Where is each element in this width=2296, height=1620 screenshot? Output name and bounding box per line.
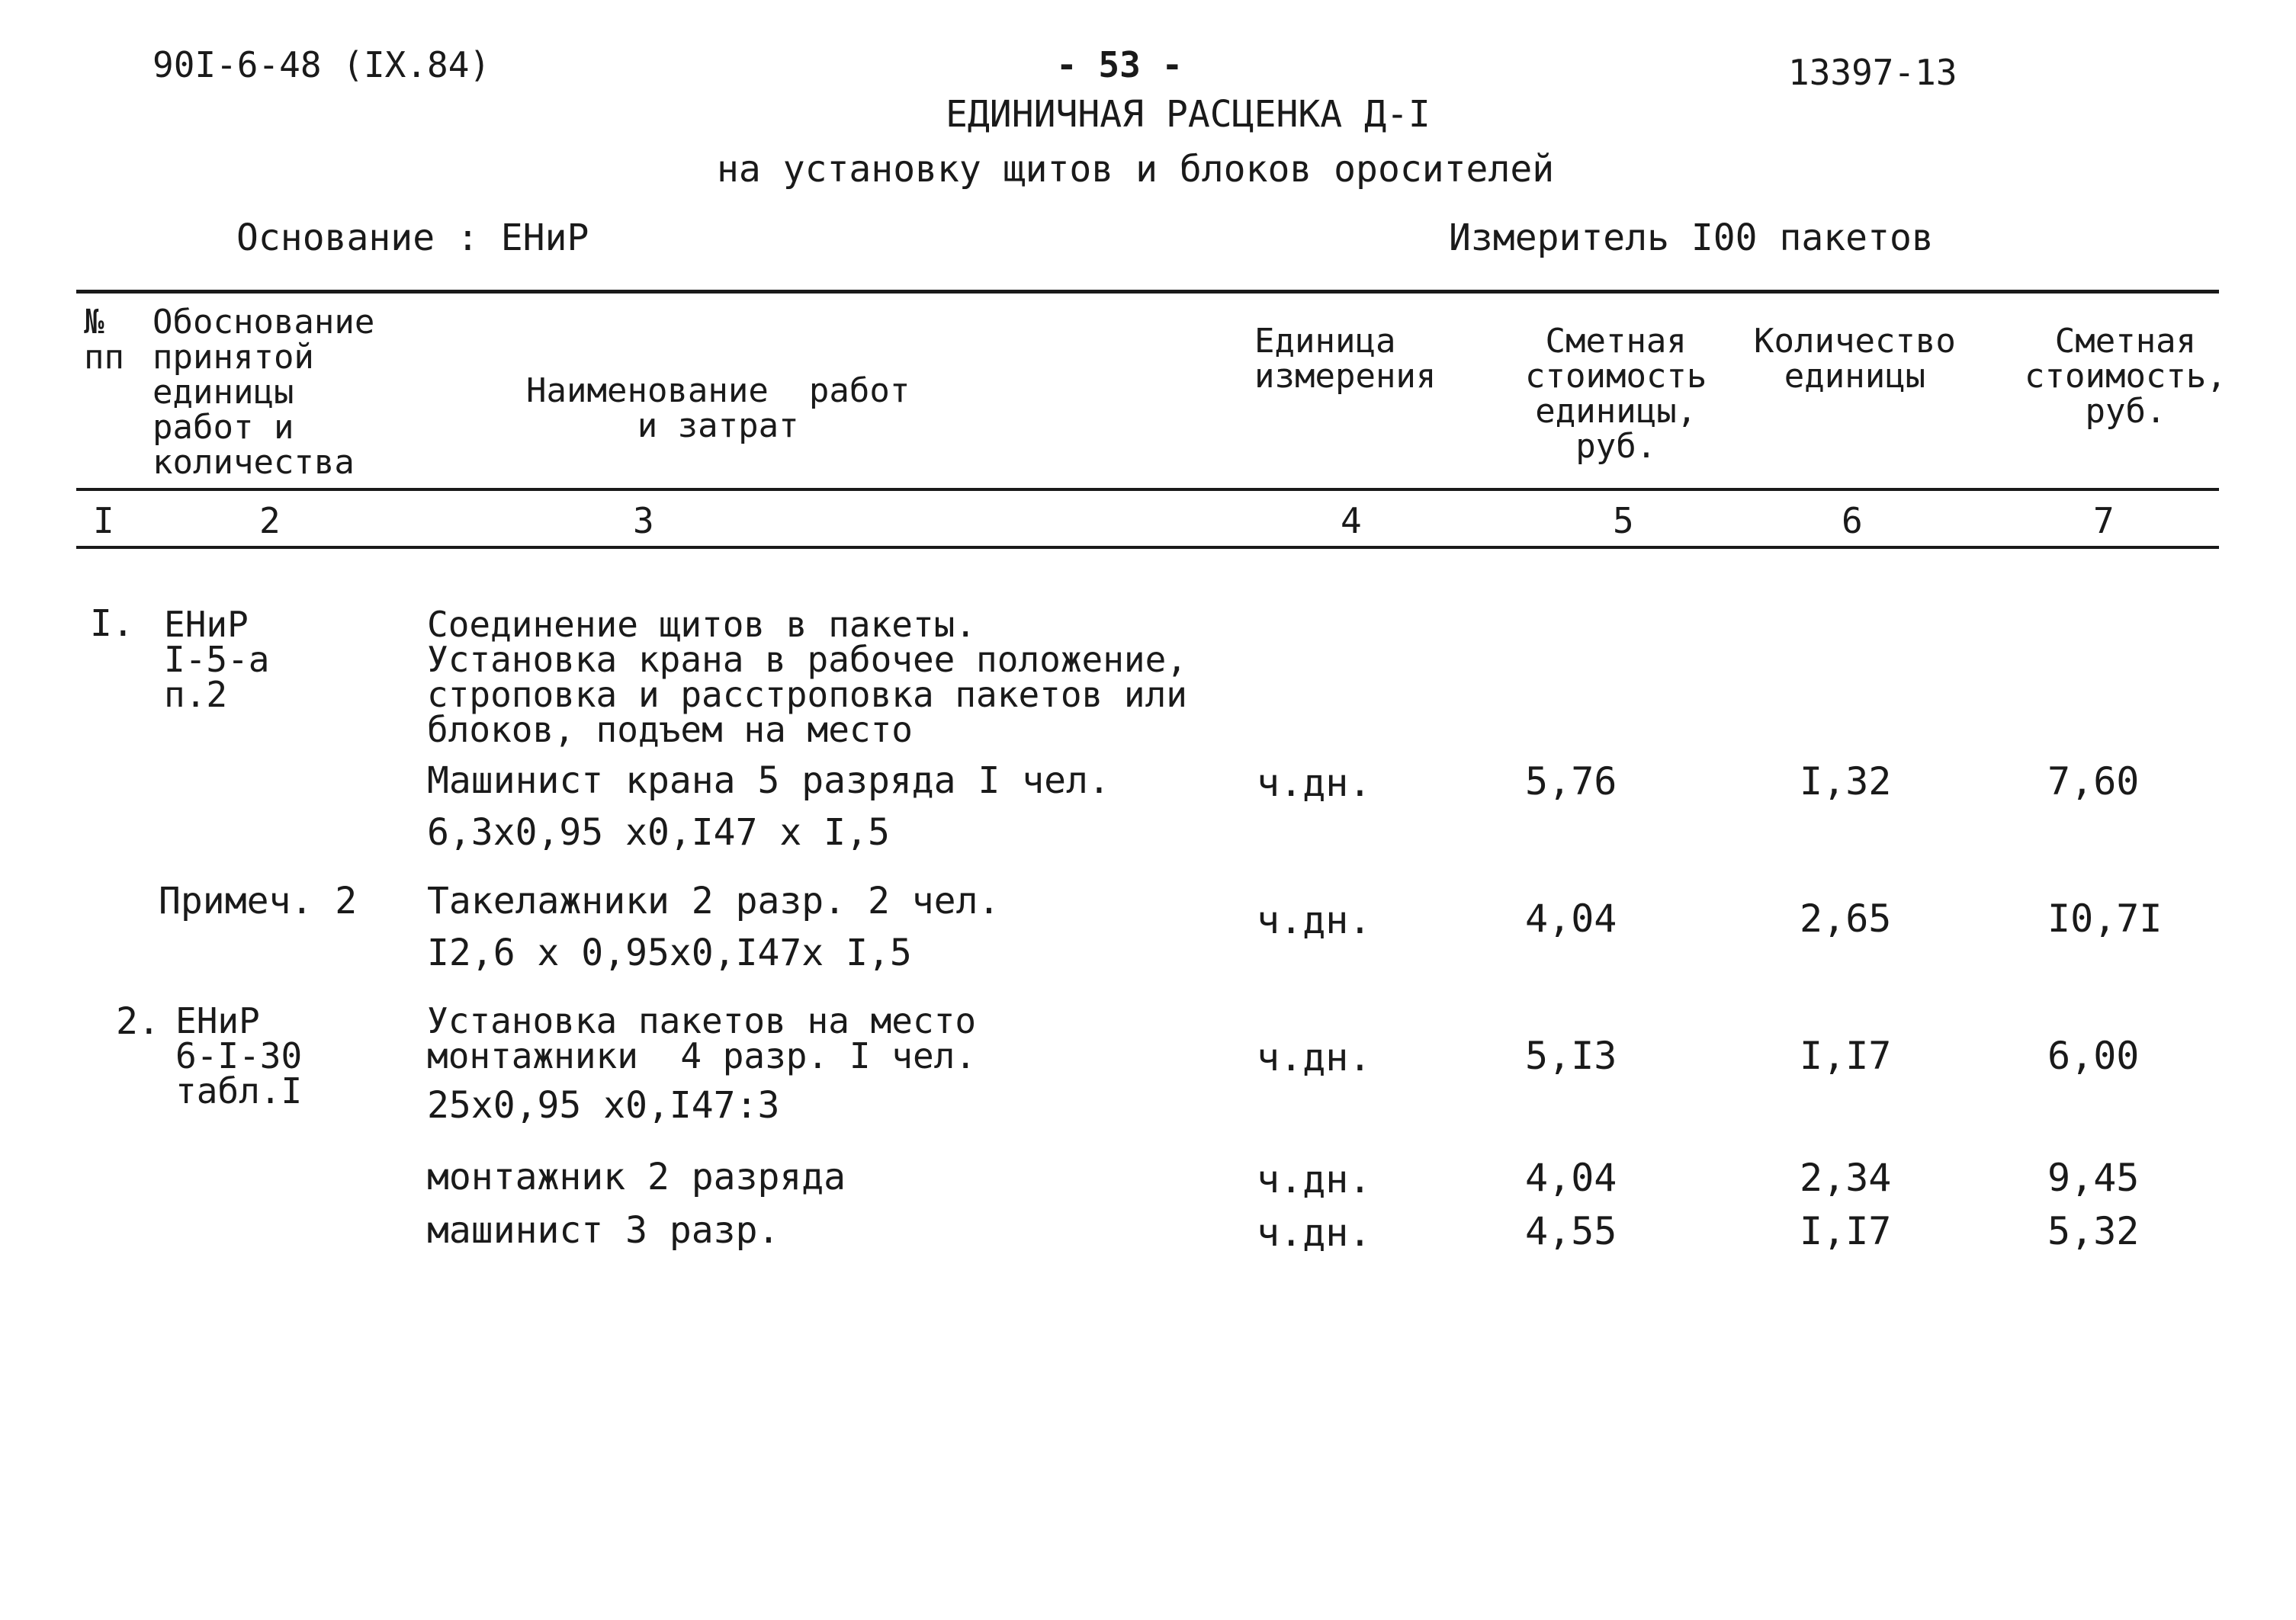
row-quantity: I,I7 <box>1800 1034 1892 1078</box>
column-number-1: I <box>93 500 114 541</box>
row-unit-price: 4,55 <box>1525 1209 1617 1253</box>
column-number-4: 4 <box>1341 500 1362 541</box>
row-description: монтажник 2 разряда <box>427 1156 846 1198</box>
column-header-total: Сметная стоимость, руб. <box>2025 322 2227 431</box>
column-header-description: Наименование работ и затрат <box>526 371 910 445</box>
row-basis: ЕНиР 6-I-30 табл.I <box>175 1000 303 1112</box>
row-description: машинист 3 разр. <box>427 1209 780 1252</box>
row-description: Машинист крана 5 разряда I чел. <box>427 759 1110 802</box>
row-quantity: 2,34 <box>1800 1156 1892 1200</box>
row-unit-price: 5,I3 <box>1525 1034 1617 1078</box>
column-header-unit-price: Сметная стоимость единицы, руб. <box>1525 322 1707 466</box>
row-quantity: I,I7 <box>1800 1209 1892 1253</box>
row-description: Установка пакетов на место монтажники 4 разр. I чел. <box>427 1000 977 1076</box>
column-number-3: 3 <box>633 500 654 541</box>
page-number: - 53 - <box>1056 44 1183 85</box>
table-header-rule <box>76 488 2219 491</box>
row-unit-price: 4,04 <box>1525 897 1617 941</box>
row-unit: ч.дн. <box>1257 1211 1372 1255</box>
row-unit: ч.дн. <box>1257 898 1372 942</box>
document-subtitle: на установку щитов и блоков оросителей <box>717 148 1555 191</box>
row-unit: ч.дн. <box>1257 1035 1372 1079</box>
row-total: 7,60 <box>2047 759 2140 804</box>
document-title: ЕДИНИЧНАЯ РАСЦЕНКА Д-I <box>946 93 1431 136</box>
measure-line: Измеритель I00 пакетов <box>1449 217 1934 259</box>
column-header-number: № пп <box>84 303 124 377</box>
row-formula: 25х0,95 х0,I47:3 <box>427 1084 780 1127</box>
row-description: Соединение щитов в пакеты. Установка крана в рабочее положение, строповка и расстроповка пакетов или блоков, подъем на место <box>427 604 1187 750</box>
row-description: Такелажники 2 разр. 2 чел. <box>427 880 1000 922</box>
row-quantity: 2,65 <box>1800 897 1892 941</box>
row-formula: I2,6 х 0,95х0,I47х I,5 <box>427 932 912 974</box>
row-quantity: I,32 <box>1800 759 1892 804</box>
row-unit-price: 4,04 <box>1525 1156 1617 1200</box>
row-unit: ч.дн. <box>1257 761 1372 805</box>
column-number-7: 7 <box>2093 500 2115 541</box>
row-total: I0,7I <box>2047 897 2163 941</box>
row-total: 9,45 <box>2047 1156 2140 1200</box>
row-number: 2. <box>116 1000 160 1043</box>
row-formula: 6,3х0,95 х0,I47 х I,5 <box>427 811 890 854</box>
column-number-5: 5 <box>1613 500 1634 541</box>
table-top-rule <box>76 290 2219 294</box>
row-unit-price: 5,76 <box>1525 759 1617 804</box>
row-number: I. <box>90 602 134 645</box>
row-basis: Примеч. 2 <box>159 880 358 922</box>
row-basis: ЕНиР I-5-а п.2 <box>164 604 270 715</box>
document-code: 90I-6-48 (IX.84) <box>153 44 491 85</box>
row-total: 5,32 <box>2047 1209 2140 1253</box>
table-numbers-rule <box>76 546 2219 549</box>
sheet-code: 13397-13 <box>1788 52 1957 93</box>
column-header-quantity: Количество единицы <box>1754 322 1956 396</box>
column-header-basis: Обоснование принятой единицы работ и количества <box>153 303 375 482</box>
basis-line: Основание : ЕНиР <box>236 217 589 259</box>
row-total: 6,00 <box>2047 1034 2140 1078</box>
column-header-unit: Единица измерения <box>1254 322 1437 396</box>
column-number-6: 6 <box>1842 500 1863 541</box>
row-unit: ч.дн. <box>1257 1157 1372 1201</box>
column-number-2: 2 <box>259 500 281 541</box>
